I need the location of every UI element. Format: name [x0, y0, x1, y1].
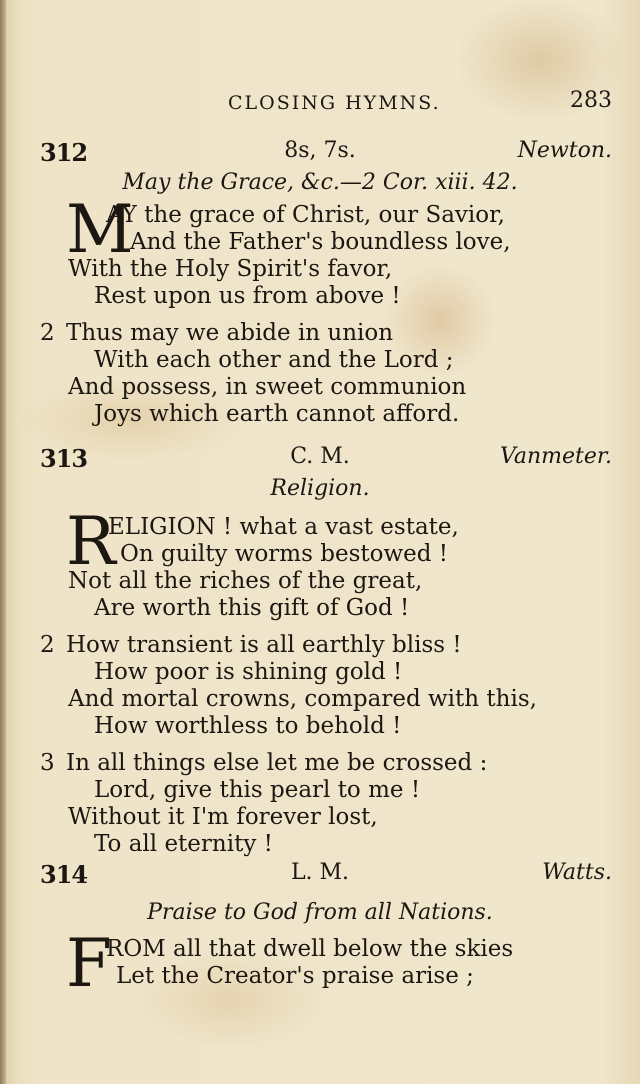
page-number: 283 [570, 88, 612, 113]
verse-number: 3 [40, 750, 55, 776]
verse-line: 2 Thus may we abide in union [40, 320, 394, 346]
verse-line: Not all the riches of the great, [68, 568, 423, 594]
verse-line: Joys which earth cannot afford. [94, 401, 460, 427]
hymn-meter: C. M. [290, 444, 350, 469]
verse-line: How worthless to behold ! [94, 713, 402, 739]
verse-line: To all eternity ! [94, 831, 273, 857]
hymn-tune: Watts. [542, 860, 612, 885]
running-title: CLOSING HYMNS. [228, 92, 441, 114]
verse-2 [0, 632, 640, 740]
hymn-number: 313 [40, 444, 88, 473]
verse-line: Are worth this gift of God ! [94, 595, 410, 621]
hymn-meter: L. M. [290, 860, 350, 885]
hymn-subtitle: Religion. [270, 476, 370, 501]
hymn-subtitle: Praise to God from all Nations. [147, 900, 493, 925]
verse-1 [0, 503, 640, 622]
hymn-heading [0, 860, 640, 890]
verse-2 [0, 320, 640, 428]
verse-line: Lord, give this pearl to me ! [94, 777, 421, 803]
verse-line: How poor is shining gold ! [94, 659, 403, 685]
verse-line: 3 In all things else let me be crossed : [40, 750, 488, 776]
verse-line: Without it I'm forever lost, [68, 804, 378, 830]
verse-line: 2 How transient is all earthly bliss ! [40, 632, 462, 658]
verse-number: 2 [40, 320, 55, 346]
running-header [0, 88, 640, 122]
hymn-number: 314 [40, 860, 88, 889]
verse-line: And the Father's boundless love, [130, 229, 511, 255]
verse-line: With each other and the Lord ; [94, 347, 454, 373]
hymn-number: 312 [40, 138, 88, 167]
hymn-heading [0, 444, 640, 474]
verse-line: Let the Creator's praise arise ; [116, 963, 474, 989]
verse-1 [0, 191, 640, 310]
verse-1 [0, 925, 640, 1002]
verse-line: With the Holy Spirit's favor, [68, 256, 393, 282]
drop-cap: R [66, 503, 116, 580]
verse-line: And mortal crowns, compared with this, [68, 686, 537, 712]
verse-line: AY the grace of Christ, our Savior, [106, 202, 505, 228]
verse-number: 2 [40, 632, 55, 658]
hymn-tune: Vanmeter. [500, 444, 612, 469]
hymn-meter: 8s, 7s. [284, 138, 356, 163]
drop-cap: M [66, 191, 134, 268]
verse-line: ELIGION ! what a vast estate, [108, 514, 459, 540]
verse-line: ROM all that dwell below the skies [106, 936, 514, 962]
verse-3 [0, 750, 640, 858]
verse-line: And possess, in sweet communion [68, 374, 467, 400]
hymn-313 [0, 444, 640, 858]
hymn-tune: Newton. [517, 138, 612, 163]
verse-line: On guilty worms bestowed ! [120, 541, 449, 567]
verse-line: Rest upon us from above ! [94, 283, 401, 309]
hymn-heading [0, 138, 640, 168]
drop-cap: F [66, 925, 112, 1002]
hymn-312 [0, 138, 640, 428]
hymn-314 [0, 860, 640, 1002]
hymn-subtitle: May the Grace, &c.—2 Cor. xiii. 42. [122, 170, 518, 195]
